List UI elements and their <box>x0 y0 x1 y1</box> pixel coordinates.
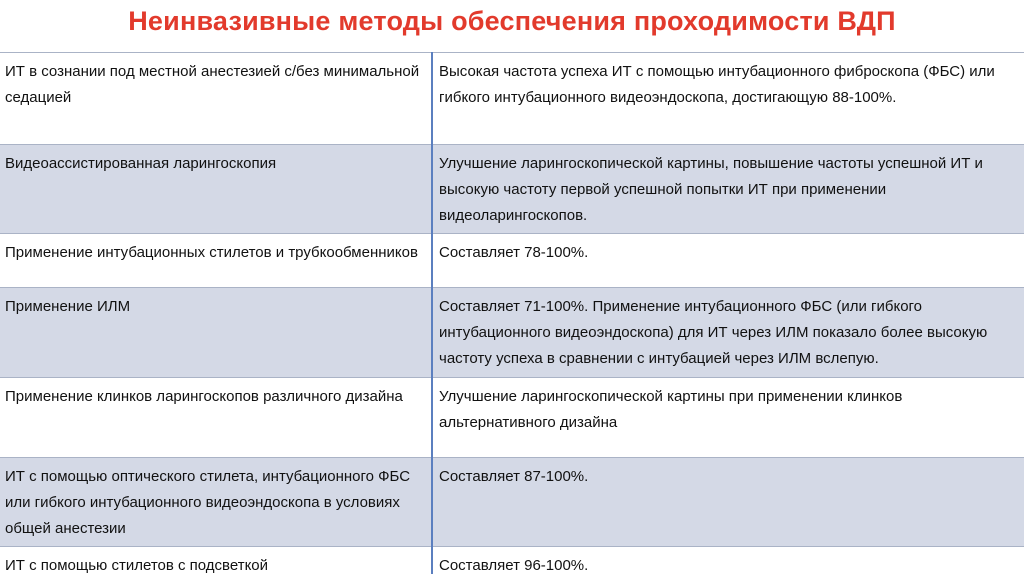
table-row <box>0 145 1024 234</box>
table-row <box>0 378 1024 458</box>
method-cell: ИТ с помощью стилетов с подсветкой <box>0 547 432 574</box>
table-row <box>0 234 1024 288</box>
methods-table <box>0 52 1024 574</box>
method-cell: Применение клинков ларингоскопов различного дизайна <box>0 378 432 458</box>
method-cell: Применение ИЛМ <box>0 288 432 378</box>
result-cell: Составляет 87-100%. <box>432 458 1024 547</box>
result-cell: Составляет 96-100%. <box>432 547 1024 574</box>
table-row <box>0 53 1024 145</box>
slide-title: Неинвазивные методы обеспечения проходимости ВДП <box>128 6 896 36</box>
method-cell: Применение интубационных стилетов и трубкообменников <box>0 234 432 288</box>
result-cell: Составляет 71-100%. Применение интубационного ФБС (или гибкого интубационного видеоэндоскопа) для ИТ через ИЛМ показало более высокую частоту успеха в сравнении с интубацией через ИЛМ вслепую. <box>432 288 1024 378</box>
result-cell: Высокая частота успеха ИТ с помощью интубационного фиброскопа (ФБС) или гибкого интубационного видеоэндоскопа, достигающую 88-100%. <box>432 53 1024 145</box>
method-cell: Видеоассистированная ларингоскопия <box>0 145 432 234</box>
result-cell: Улучшение ларингоскопической картины при применении клинков альтернативного дизайна <box>432 378 1024 458</box>
table-row <box>0 547 1024 574</box>
result-cell: Улучшение ларингоскопической картины, повышение частоты успешной ИТ и высокую частоту первой успешной попытки ИТ при применении видеоларингоскопов. <box>432 145 1024 234</box>
method-cell: ИТ с помощью оптического стилета, интубационного ФБС или гибкого интубационного видеоэндоскопа в условиях общей анестезии <box>0 458 432 547</box>
table-row <box>0 288 1024 378</box>
result-cell: Составляет 78-100%. <box>432 234 1024 288</box>
table-row <box>0 458 1024 547</box>
method-cell: ИТ в сознании под местной анестезией с/без минимальной седацией <box>0 53 432 145</box>
